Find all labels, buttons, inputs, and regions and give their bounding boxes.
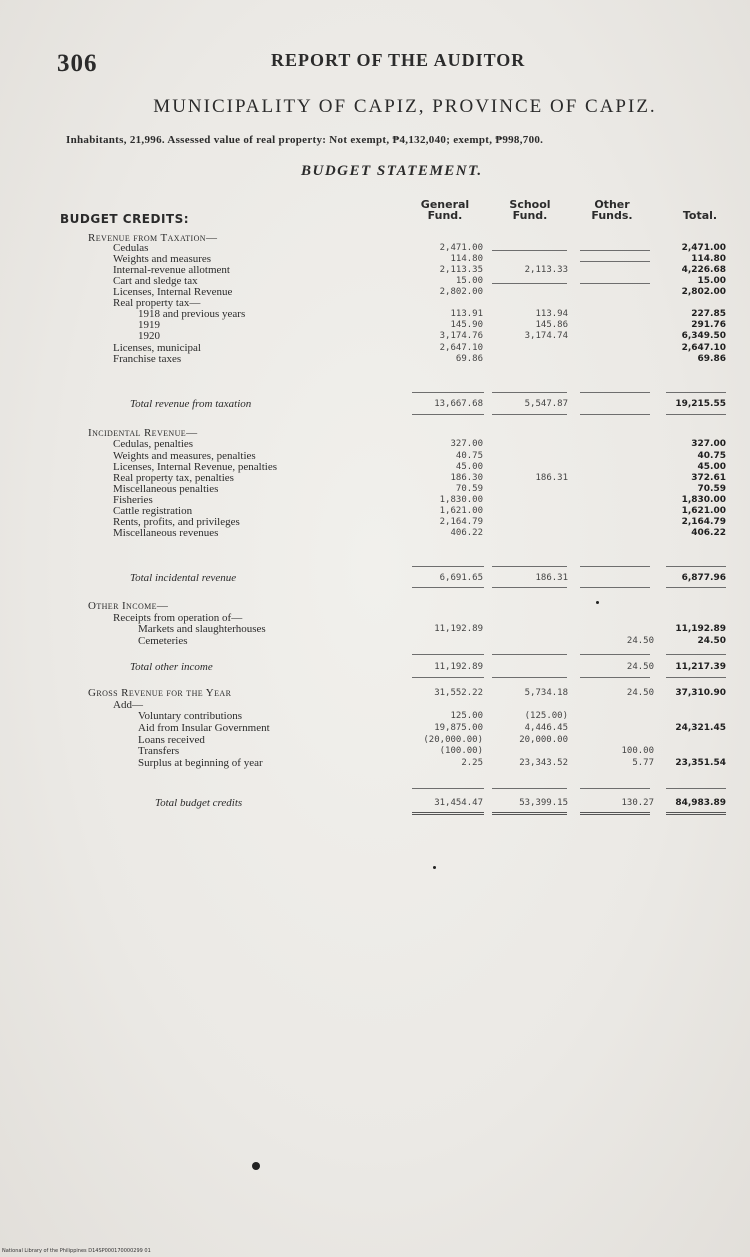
row-label: Add— xyxy=(113,699,143,711)
other-funds-value: 24.50 xyxy=(626,662,654,672)
general-fund-value: 70.59 xyxy=(455,484,483,494)
section-title-budget-credits: BUDGET CREDITS: xyxy=(60,212,190,226)
budget-statement-subtitle: BUDGET STATEMENT. xyxy=(301,163,483,179)
table-rule xyxy=(492,414,567,415)
total-value: 2,164.79 xyxy=(681,517,726,527)
table-rule xyxy=(666,654,726,655)
column-header-other-funds xyxy=(578,199,646,221)
school-fund-value: 186.31 xyxy=(535,473,568,483)
total-value: 11,192.89 xyxy=(675,624,726,634)
table-rule xyxy=(666,812,726,815)
total-value: 6,349.50 xyxy=(681,331,726,341)
total-value: 40.75 xyxy=(697,451,726,461)
row-label: 1920 xyxy=(138,330,160,342)
table-row xyxy=(0,298,750,309)
row-label: Real property tax, penalties xyxy=(113,472,234,484)
total-value: 2,471.00 xyxy=(681,243,726,253)
table-row xyxy=(0,700,750,711)
row-label: Cedulas xyxy=(113,242,149,254)
school-fund-value: 186.31 xyxy=(535,573,568,583)
column-header-general-fund-text: General Fund. xyxy=(420,198,470,222)
row-label: Markets and slaughterhouses xyxy=(138,623,266,635)
row-label: Miscellaneous penalties xyxy=(113,483,219,495)
row-label: Weights and measures, penalties xyxy=(113,450,256,462)
row-label: Cedulas, penalties xyxy=(113,438,194,450)
school-fund-value: 5,547.87 xyxy=(524,399,568,409)
row-label: Transfers xyxy=(138,745,180,757)
table-rule xyxy=(492,654,567,655)
row-label: Cemeteries xyxy=(138,635,188,647)
table-rule xyxy=(666,788,726,789)
general-fund-value: 2,647.10 xyxy=(439,343,483,353)
other-funds-value: 5.77 xyxy=(632,758,654,768)
table-rule xyxy=(666,587,726,588)
other-funds-value: 24.50 xyxy=(626,636,654,646)
school-fund-value: 53,399.15 xyxy=(519,798,568,808)
running-head: REPORT OF THE AUDITOR xyxy=(271,50,526,70)
general-fund-value: 114.80 xyxy=(450,254,483,264)
total-value: 372.61 xyxy=(691,473,726,483)
table-rule xyxy=(492,788,567,789)
total-value: 23,351.54 xyxy=(675,758,726,768)
total-value: 6,877.96 xyxy=(681,573,726,583)
row-label: Voluntary contributions xyxy=(138,710,242,722)
row-label: Receipts from operation of— xyxy=(113,612,243,624)
row-label: Licenses, Internal Revenue xyxy=(113,286,233,298)
page-number: 306 xyxy=(57,50,98,77)
row-label: 1918 and previous years xyxy=(138,308,246,320)
table-row xyxy=(0,320,750,331)
general-fund-value: 406.22 xyxy=(450,528,483,538)
general-fund-value: (100.00) xyxy=(439,746,483,756)
school-fund-value: 2,113.33 xyxy=(524,265,568,275)
general-fund-value: 2,164.79 xyxy=(439,517,483,527)
total-value: 114.80 xyxy=(691,254,726,264)
row-label: Weights and measures xyxy=(113,253,212,265)
table-row xyxy=(0,798,750,809)
table-rule xyxy=(580,414,650,415)
total-value: 2,647.10 xyxy=(681,343,726,353)
other-funds-value: 100.00 xyxy=(621,746,654,756)
row-label: Total budget credits xyxy=(155,797,243,809)
table-rule xyxy=(666,566,726,567)
table-rule xyxy=(412,677,484,678)
table-rule xyxy=(580,392,650,393)
table-rule xyxy=(412,587,484,588)
general-fund-value: 31,552.22 xyxy=(434,688,483,698)
table-row xyxy=(0,746,750,757)
table-rule xyxy=(580,566,650,567)
total-value: 1,621.00 xyxy=(681,506,726,516)
table-row xyxy=(0,723,750,734)
row-label: Incidental Revenue— xyxy=(88,427,198,439)
general-fund-value: 31,454.47 xyxy=(434,798,483,808)
total-value: 24,321.45 xyxy=(675,723,726,733)
table-rule xyxy=(580,250,650,251)
table-rule xyxy=(580,654,650,655)
total-value: 4,226.68 xyxy=(681,265,726,275)
table-rule xyxy=(666,392,726,393)
general-fund-value: 15.00 xyxy=(455,276,483,286)
table-rule xyxy=(412,566,484,567)
print-speck xyxy=(596,601,599,604)
table-row xyxy=(0,309,750,320)
table-rule xyxy=(492,812,567,815)
total-value: 15.00 xyxy=(697,276,726,286)
table-rule xyxy=(492,392,567,393)
total-value: 11,217.39 xyxy=(675,662,726,672)
row-label: Cart and sledge tax xyxy=(113,275,198,287)
table-row xyxy=(0,624,750,635)
general-fund-value: 2,471.00 xyxy=(439,243,483,253)
total-value: 291.76 xyxy=(691,320,726,330)
general-fund-value: 2,113.35 xyxy=(439,265,483,275)
general-fund-value: 2,802.00 xyxy=(439,287,483,297)
general-fund-value: 11,192.89 xyxy=(434,662,483,672)
table-rule xyxy=(412,414,484,415)
table-rule xyxy=(666,414,726,415)
general-fund-value: 19,875.00 xyxy=(434,723,483,733)
general-fund-value: 6,691.65 xyxy=(439,573,483,583)
row-label: Licenses, municipal xyxy=(113,342,201,354)
table-row xyxy=(0,688,750,699)
column-header-general-fund xyxy=(407,199,483,221)
general-fund-value: 113.91 xyxy=(450,309,483,319)
row-label: Total other income xyxy=(130,661,213,673)
row-label: Franchise taxes xyxy=(113,353,182,365)
school-fund-value: 3,174.74 xyxy=(524,331,568,341)
table-rule xyxy=(492,250,567,251)
general-fund-value: 40.75 xyxy=(455,451,483,461)
general-fund-value: 125.00 xyxy=(450,711,483,721)
table-row xyxy=(0,758,750,769)
total-value: 1,830.00 xyxy=(681,495,726,505)
table-rule xyxy=(580,261,650,262)
table-rule xyxy=(580,283,650,284)
general-fund-value: 3,174.76 xyxy=(439,331,483,341)
row-label: Aid from Insular Government xyxy=(138,722,270,734)
table-row xyxy=(0,354,750,365)
school-fund-value: 145.86 xyxy=(535,320,568,330)
total-value: 227.85 xyxy=(691,309,726,319)
total-value: 19,215.55 xyxy=(675,399,726,409)
column-header-school-fund-text: School Fund. xyxy=(509,198,551,222)
row-label: Licenses, Internal Revenue, penalties xyxy=(113,461,278,473)
school-fund-value: 20,000.00 xyxy=(519,735,568,745)
general-fund-value: 69.86 xyxy=(455,354,483,364)
table-rule xyxy=(580,788,650,789)
other-funds-value: 130.27 xyxy=(621,798,654,808)
general-fund-value: 145.90 xyxy=(450,320,483,330)
table-rule xyxy=(412,812,484,815)
school-fund-value: 23,343.52 xyxy=(519,758,568,768)
inhabitants-line: Inhabitants, 21,996. Assessed value of real property: Not exempt, ₱4,132,040; exempt, ₱998,700. xyxy=(66,134,544,146)
general-fund-value: 327.00 xyxy=(450,439,483,449)
school-fund-value: 5,734.18 xyxy=(524,688,568,698)
row-label: Other Income— xyxy=(88,600,169,612)
row-label: Cattle registration xyxy=(113,505,193,517)
row-label: Total incidental revenue xyxy=(130,572,237,584)
general-fund-value: 13,667.68 xyxy=(434,399,483,409)
row-label: Gross Revenue for the Year xyxy=(88,687,232,699)
row-label: Internal-revenue allotment xyxy=(113,264,230,276)
page-title: MUNICIPALITY OF CAPIZ, PROVINCE OF CAPIZ. xyxy=(153,96,657,117)
total-value: 2,802.00 xyxy=(681,287,726,297)
table-row xyxy=(0,735,750,746)
table-rule xyxy=(492,677,567,678)
row-label: Rents, profits, and privileges xyxy=(113,516,240,528)
table-row xyxy=(0,711,750,722)
table-rule xyxy=(412,392,484,393)
total-value: 24.50 xyxy=(697,636,726,646)
column-header-school-fund xyxy=(492,199,568,221)
total-value: 327.00 xyxy=(691,439,726,449)
row-label: 1919 xyxy=(138,319,160,331)
row-label: Miscellaneous revenues xyxy=(113,527,219,539)
print-speck xyxy=(252,1162,260,1170)
row-label: Surplus at beginning of year xyxy=(138,757,263,769)
general-fund-value: 2.25 xyxy=(461,758,483,768)
total-value: 84,983.89 xyxy=(675,798,726,808)
table-rule xyxy=(492,587,567,588)
table-row xyxy=(0,439,750,450)
table-row xyxy=(0,331,750,342)
total-value: 45.00 xyxy=(697,462,726,472)
general-fund-value: 1,830.00 xyxy=(439,495,483,505)
row-label: Real property tax— xyxy=(113,297,201,309)
row-label: Revenue from Taxation— xyxy=(88,232,218,244)
table-row xyxy=(0,662,750,673)
total-value: 406.22 xyxy=(691,528,726,538)
total-value: 70.59 xyxy=(697,484,726,494)
table-row xyxy=(0,573,750,584)
total-value: 37,310.90 xyxy=(675,688,726,698)
table-row xyxy=(0,528,750,539)
table-rule xyxy=(492,283,567,284)
row-label: Total revenue from taxation xyxy=(130,398,252,410)
general-fund-value: (20,000.00) xyxy=(423,735,483,745)
table-row xyxy=(0,613,750,624)
general-fund-value: 1,621.00 xyxy=(439,506,483,516)
scan-footer: National Library of the Philippines D14SP000170000299 01 xyxy=(2,1248,151,1254)
school-fund-value: 4,446.45 xyxy=(524,723,568,733)
table-rule xyxy=(580,812,650,815)
column-header-total: Total. xyxy=(682,209,718,222)
general-fund-value: 11,192.89 xyxy=(434,624,483,634)
total-value: 69.86 xyxy=(697,354,726,364)
table-row xyxy=(0,601,750,612)
row-label: Loans received xyxy=(138,734,205,746)
school-fund-value: 113.94 xyxy=(535,309,568,319)
general-fund-value: 186.30 xyxy=(450,473,483,483)
print-speck xyxy=(433,866,436,869)
school-fund-value: (125.00) xyxy=(524,711,568,721)
other-funds-value: 24.50 xyxy=(626,688,654,698)
table-rule xyxy=(412,788,484,789)
table-rule xyxy=(666,677,726,678)
table-rule xyxy=(412,654,484,655)
row-label: Fisheries xyxy=(113,494,153,506)
table-rule xyxy=(580,677,650,678)
table-row xyxy=(0,636,750,647)
column-header-other-funds-text: Other Funds. xyxy=(591,198,633,222)
table-row xyxy=(0,399,750,410)
table-rule xyxy=(492,566,567,567)
general-fund-value: 45.00 xyxy=(455,462,483,472)
table-rule xyxy=(580,587,650,588)
